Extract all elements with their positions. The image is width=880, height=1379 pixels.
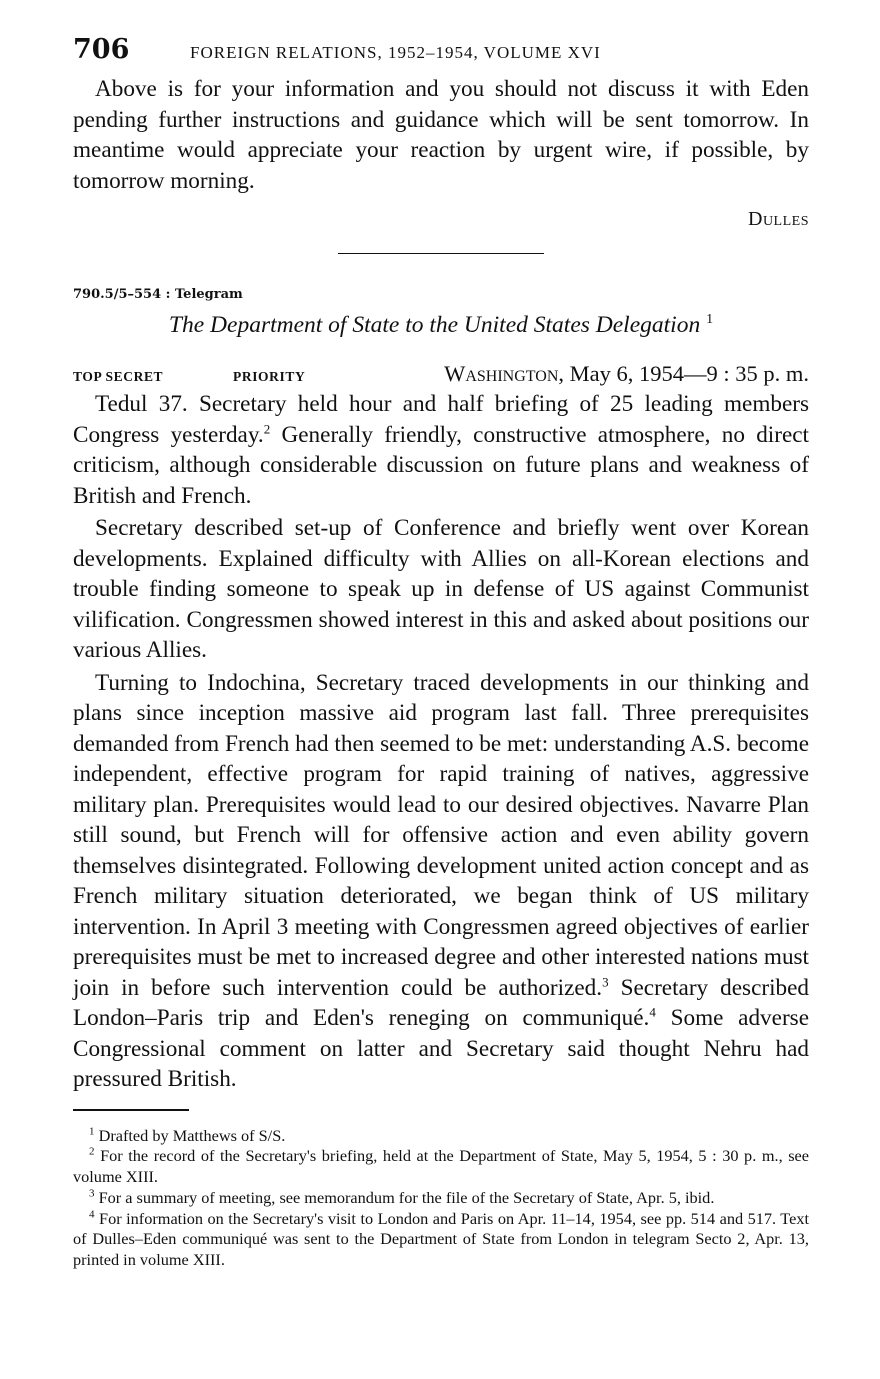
footnote-text: For a summary of meeting, see memorandum for the file of the Secretary of State, Apr. 5, ibid.: [98, 1187, 715, 1207]
classification: TOP SECRET: [73, 369, 164, 384]
telegram-header: [73, 361, 809, 387]
footnote: [73, 1209, 809, 1271]
precedence: PRIORITY: [233, 369, 306, 384]
footnote: [73, 1126, 809, 1147]
paragraph-text: Some adverse Congressional comment on latter and Secretary said thought Nehru had pressured British.: [73, 1005, 809, 1092]
document-title-text: The Department of State to the United States Delegation: [168, 312, 701, 338]
section-divider: [338, 253, 544, 254]
signature: Dulles: [748, 208, 809, 230]
footnote-ref: 3: [602, 973, 609, 989]
document-page: [73, 34, 809, 1271]
running-head: [73, 34, 809, 74]
paragraph-text: Secretary described set-up of Conference and briefly went over Korean developments. Explained difficulty with Allies on all-Korean elections and trouble finding someone to speak up in defense of US against Communist vilification. Congressmen showed interest in this and asked about positions our various Allies.: [73, 515, 809, 663]
dateline-date: , May 6, 1954—9 : 35 p. m.: [558, 361, 809, 386]
footnote-number: 4: [89, 1208, 95, 1221]
paragraph-text: Turning to Indochina, Secretary traced developments in our thinking and plans since inception massive aid program last fall. Three prerequisites demanded from French had then seemed to be met: understanding A.S. become independent, effective program for rapid training of natives, aggressive military plan. Prerequisites would lead to our desired objectives. Navarre Plan still sound, but French will for offensive action and even ability govern themselves disintegrated. Following development united action concept and as French military situation deteriorated, we began think of US military intervention. In April 3 meeting with Congressmen agreed objectives of earlier prerequisites must be met to increased degree and other interested nations must join in before such intervention could be authorized.: [73, 669, 809, 1001]
footnote-rule: [73, 1109, 189, 1111]
running-title: FOREIGN RELATIONS, 1952–1954, VOLUME XVI: [190, 43, 601, 62]
dateline: [398, 361, 809, 387]
document-title-footnote-ref: 1: [706, 312, 714, 328]
previous-document-closing: Above is for your information and you should not discuss it with Eden pending further instructions and guidance which will be sent tomorrow. In meantime would appreciate your reaction by urgent wire, if possible, by tomorrow morning.: [73, 76, 809, 194]
footnote: [73, 1146, 809, 1188]
paragraph-text: Generally friendly, constructive atmosphere, no direct criticism, although considerable discussion on future plans and weakness of British and French.: [73, 421, 809, 509]
footnote-number: 3: [89, 1187, 95, 1200]
paragraph-text: Tedul 37. Secretary held hour and half briefing of 25 leading members Congress yesterday.: [73, 391, 809, 448]
footnote: [73, 1188, 809, 1209]
dateline-place: Washington: [444, 361, 559, 386]
telegram-body: [73, 389, 809, 1095]
footnote-text: For information on the Secretary's visit to London and Paris on Apr. 11–14, 1954, see pp. 514 and 517. Text of Dulles–Eden communiqué was sent to the Department of State from London in telegram Secto 2, Apr. 13, printed in volume XIII.: [73, 1208, 809, 1270]
footnotes: [73, 1126, 809, 1272]
footnote-number: 1: [89, 1125, 95, 1138]
page-number: 706: [73, 34, 130, 65]
file-reference: 790.5/5–554 : Telegram: [73, 287, 243, 302]
body-paragraph: [73, 668, 809, 1095]
document-title: [73, 312, 809, 339]
body-paragraph: [73, 389, 809, 511]
footnote-ref: 2: [263, 420, 271, 436]
footnote-text: Drafted by Matthews of S/S.: [98, 1125, 286, 1145]
footnote-ref: 4: [649, 1004, 656, 1020]
body-paragraph: [73, 513, 809, 666]
footnote-number: 2: [89, 1145, 95, 1158]
footnote-text: For the record of the Secretary's briefing, held at the Department of State, May 5, 1954, 5 : 30 p. m., see volume XIII.: [73, 1146, 809, 1187]
paragraph-text: Secretary described London–Paris trip and Eden's reneging on communiqué.: [73, 974, 810, 1031]
